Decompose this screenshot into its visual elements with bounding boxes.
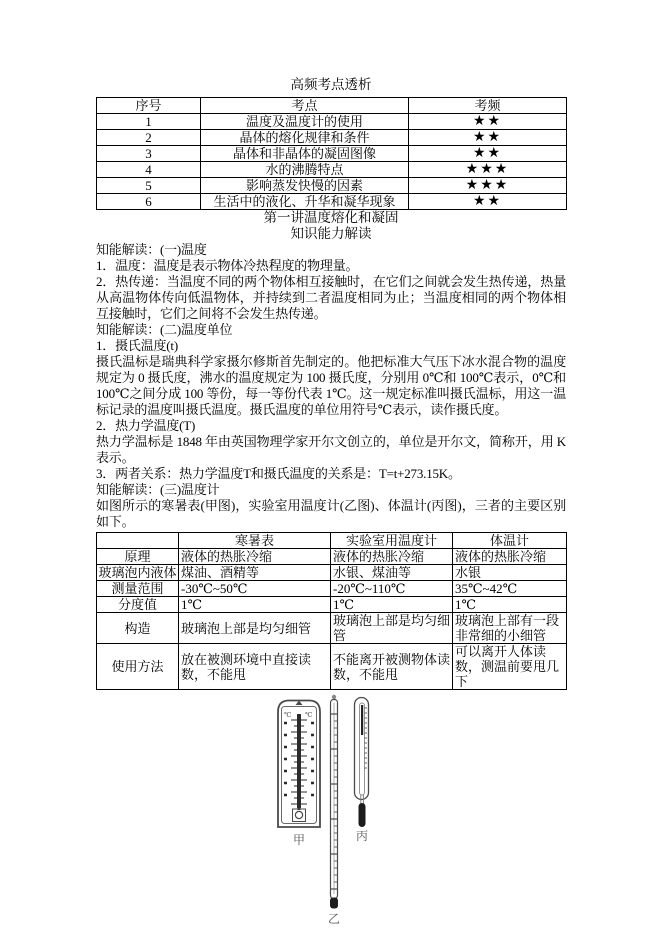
- no-cell: 5: [97, 178, 201, 194]
- stars-cell: ★★: [409, 130, 567, 146]
- thermometer-bulb: [359, 803, 366, 827]
- thermo-row-division: [97, 597, 567, 613]
- cell: 玻璃泡上部是均匀细管: [179, 613, 331, 644]
- cell: 玻璃泡上部是均匀细管: [331, 613, 453, 644]
- row-label: 测量范围: [97, 581, 179, 597]
- cell: 放在被测环境中直接读数，不能甩: [179, 644, 331, 690]
- no-cell: 3: [97, 146, 201, 162]
- thermo-header-row: [97, 533, 567, 549]
- thermometer-bulb: [295, 811, 302, 818]
- cell: -20℃~110℃: [331, 581, 453, 597]
- paragraph: 如图所示的寒暑表(甲图)，实验室用温度计(乙图)、体温计(丙图)，三者的主要区别如下。: [96, 498, 566, 529]
- paragraph: 2．热力学温度(T): [96, 418, 196, 433]
- no-cell: 2: [97, 130, 201, 146]
- exam-row: [97, 194, 567, 210]
- paragraph: 热力学温标是 1848 年由英国物理学家开尔文创立的，单位是开尔文，简称开，用 K 表示。: [96, 434, 566, 465]
- section-heading: 第一讲温度熔化和凝固: [263, 210, 399, 225]
- exam-row: [97, 146, 567, 162]
- thermometer-figures: [96, 694, 566, 934]
- lab-thermometer-figure: [328, 694, 340, 910]
- topic-cell: 晶体的熔化规律和条件: [201, 130, 409, 146]
- clinical-thermometer-figure: [351, 696, 373, 828]
- paragraph: 2．热传递：当温度不同的两个物体相互接触时，在它们之间就会发生热传递，热量从高温物体传向低温物体，并持续到二者温度相同为止；当温度相同的两个物体相互接触时，它们之间将不会发生热传递。: [96, 274, 566, 321]
- topic-cell: 晶体和非晶体的凝固图像: [201, 146, 409, 162]
- cell: 1℃: [331, 597, 453, 613]
- thermometer-comparison-table: [96, 532, 567, 690]
- stars-cell: ★★: [409, 194, 567, 210]
- exam-table-header-row: [97, 98, 567, 114]
- no-cell: 4: [97, 162, 201, 178]
- cell: -30℃~50℃: [179, 581, 331, 597]
- topic-cell: 影响蒸发快慢的因素: [201, 178, 409, 194]
- cell: 不能离开被测物体读数，不能甩: [331, 644, 453, 690]
- row-label: 原理: [97, 549, 179, 565]
- thermo-row-structure: [97, 613, 567, 644]
- figure-label-jia: 甲: [292, 833, 305, 847]
- thermo-row-range: [97, 581, 567, 597]
- document-content: [96, 77, 566, 934]
- topic-cell: 温度及温度计的使用: [201, 114, 409, 130]
- exam-row: [97, 162, 567, 178]
- wall-thermometer-figure: [276, 698, 322, 830]
- cell: 液体的热胀冷缩: [179, 549, 331, 565]
- header-topic: 考点: [201, 98, 409, 114]
- celsius-mark-left: ℃: [284, 712, 292, 719]
- celsius-mark-right: ℃: [305, 712, 313, 719]
- paragraph: 1．温度：温度是表示物体冷热程度的物理量。: [96, 258, 359, 273]
- stars-cell: ★★★: [409, 162, 567, 178]
- cell: 液体的热胀冷缩: [331, 549, 453, 565]
- paragraph: 知能解读：(一)温度: [96, 242, 207, 257]
- cell: 1℃: [453, 597, 567, 613]
- cell: 水银: [453, 565, 567, 581]
- topic-cell: 水的沸腾特点: [201, 162, 409, 178]
- cell: 液体的热胀冷缩: [453, 549, 567, 565]
- no-cell: 1: [97, 114, 201, 130]
- thermo-row-principle: [97, 549, 567, 565]
- row-label: 使用方法: [97, 644, 179, 690]
- thermo-row-usage: [97, 644, 567, 690]
- exam-row: [97, 178, 567, 194]
- row-label: 构造: [97, 613, 179, 644]
- paragraph: 知能解读：(二)温度单位: [96, 322, 233, 337]
- thermometer-tube: [297, 714, 301, 808]
- figure-label-yi: 乙: [327, 912, 340, 926]
- stars-cell: ★★: [409, 114, 567, 130]
- paragraph: 摄氏温标是瑞典科学家摄尔修斯首先制定的。他把标准大气压下冰水混合物的温度规定为 0 摄氏度，沸水的温度规定为 100 摄氏度，分别用 0℃和 100℃表示，0℃和 100℃之间分成 100 等份，每一等份代表 1℃。这一规定标准叫摄氏温标，用这一温标记录的温度叫摄氏温度。摄氏温度的单位用符号℃表示，读作摄氏度。: [96, 354, 566, 417]
- thermo-row-liquid: [97, 565, 567, 581]
- paragraph: 1．摄氏温度(t): [96, 338, 178, 353]
- paragraph: 3．两者关系：热力学温度T和摄氏温度的关系是：T=t+273.15K。: [96, 466, 461, 481]
- exam-row: [97, 114, 567, 130]
- cell: 可以离开人体读数，测温前要甩几下: [453, 644, 567, 690]
- paragraph: 知能解读：(三)温度计: [96, 482, 220, 497]
- cell: 煤油、酒精等: [179, 565, 331, 581]
- row-label: 玻璃泡内液体: [98, 565, 177, 580]
- header-lab-thermometer: 实验室用温度计: [331, 533, 453, 549]
- mercury-column: [361, 705, 363, 735]
- cell: 水银、煤油等: [331, 565, 453, 581]
- stars-cell: ★★★: [409, 178, 567, 194]
- sub-heading: 知识能力解读: [290, 226, 372, 241]
- header-no: 序号: [97, 98, 201, 114]
- thermometer-bulb: [330, 898, 338, 909]
- figure-label-bing: 丙: [355, 829, 368, 843]
- no-cell: 6: [97, 194, 201, 210]
- cell: 玻璃泡上部有一段非常细的小细管: [453, 613, 567, 644]
- row-label: 分度值: [97, 597, 179, 613]
- header-frequency: 考频: [409, 98, 567, 114]
- cell: 1℃: [179, 597, 331, 613]
- cell: 35℃~42℃: [453, 581, 567, 597]
- exam-frequency-table: [96, 97, 567, 210]
- stars-cell: ★★: [409, 146, 567, 162]
- topic-cell: 生活中的液化、升华和凝华现象: [201, 194, 409, 210]
- exam-row: [97, 130, 567, 146]
- doc-title: 高频考点透析: [290, 77, 372, 92]
- header-clinical-thermometer: 体温计: [453, 533, 567, 549]
- header-wall-thermometer: 寒暑表: [179, 533, 331, 549]
- header-empty: [97, 533, 179, 549]
- body-text: [96, 242, 566, 530]
